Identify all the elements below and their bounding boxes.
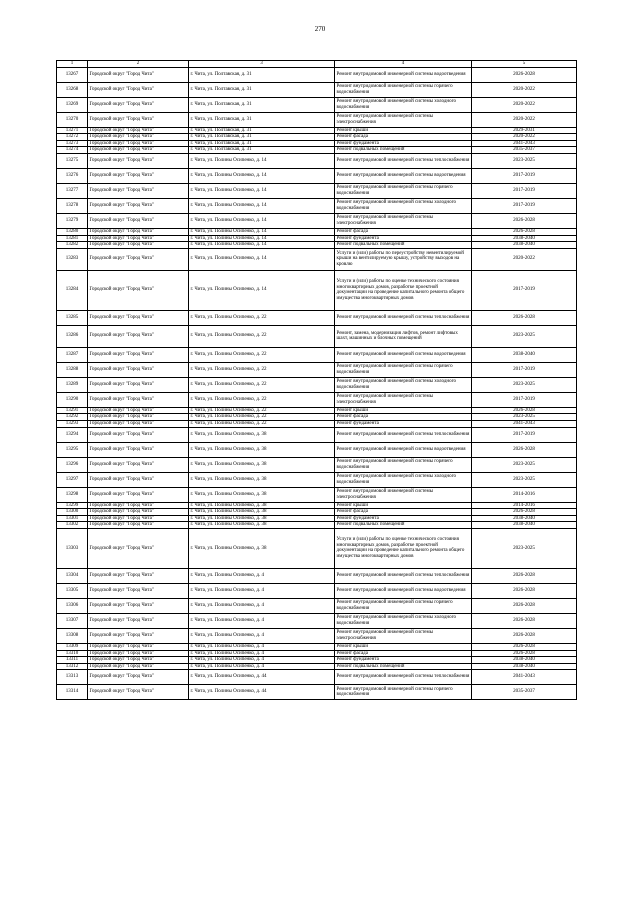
cell-row-number: 13284	[57, 270, 88, 310]
cell-work-type: Ремонт подвальных помещений	[335, 663, 472, 670]
table-row	[57, 568, 577, 583]
cell-work-type: Ремонт фундамента	[335, 515, 472, 522]
cell-period: 2026-2028	[472, 67, 577, 82]
cell-row-number: 13309	[57, 643, 88, 650]
cell-work-type: Ремонт фундамента	[335, 235, 472, 242]
cell-work-type: Ремонт крыши	[335, 643, 472, 650]
cell-work-type: Ремонт фундамента	[335, 420, 472, 427]
cell-municipality: Городской округ "Город Чита"	[88, 643, 189, 650]
cell-address: г. Чита, ул. Полины Осипенко, д. 14	[189, 248, 335, 270]
cell-row-number: 13293	[57, 420, 88, 427]
table-row	[57, 427, 577, 442]
cell-municipality: Городской округ "Город Чита"	[88, 583, 189, 598]
cell-address: г. Чита, ул. Полины Осипенко, д. 22	[189, 414, 335, 421]
cell-municipality: Городской округ "Город Чита"	[88, 134, 189, 141]
cell-municipality: Городской округ "Город Чита"	[88, 153, 189, 168]
cell-municipality: Городской округ "Город Чита"	[88, 515, 189, 522]
cell-work-type: Ремонт внутридомовой инженерной системы теплоснабжения	[335, 670, 472, 685]
cell-work-type: Ремонт внутридомовой инженерной системы электроснабжения	[335, 628, 472, 643]
cell-municipality: Городской округ "Город Чита"	[88, 414, 189, 421]
table-row	[57, 82, 577, 97]
cell-period: 2026-2028	[472, 650, 577, 657]
cell-municipality: Городской округ "Город Чита"	[88, 97, 189, 112]
cell-row-number: 13292	[57, 414, 88, 421]
table-row	[57, 522, 577, 529]
cell-period: 2017-2019	[472, 183, 577, 198]
cell-period: 2023-2025	[472, 472, 577, 487]
table-row	[57, 147, 577, 154]
cell-work-type: Ремонт внутридомовой инженерной системы холодного водоснабжения	[335, 377, 472, 392]
header-cell-3: 3	[189, 61, 335, 68]
cell-period: 2014-2016	[472, 487, 577, 502]
cell-address: г. Чита, ул. Полины Осипенко, д. 14	[189, 198, 335, 213]
cell-work-type: Ремонт внутридомовой инженерной системы электроснабжения	[335, 112, 472, 127]
cell-work-type: Услуги и (или) работы по оценке технического состояния многоквартирных домов, разработке проектной документации на проведение капитального ремонта общего имущества многоквартирных домов	[335, 528, 472, 568]
cell-address: г. Чита, ул. Полины Осипенко, д. 4	[189, 568, 335, 583]
cell-period: 2041-2043	[472, 140, 577, 147]
cell-address: г. Чита, ул. Полтавская, д. 31	[189, 97, 335, 112]
cell-address: г. Чита, ул. Полтавская, д. 31	[189, 127, 335, 134]
cell-municipality: Городской округ "Город Чита"	[88, 347, 189, 362]
cell-municipality: Городской округ "Город Чита"	[88, 657, 189, 664]
cell-address: г. Чита, ул. Полины Осипенко, д. 22	[189, 310, 335, 325]
table-row	[57, 242, 577, 249]
cell-row-number: 13308	[57, 628, 88, 643]
cell-address: г. Чита, ул. Полины Осипенко, д. 38	[189, 457, 335, 472]
table-body	[57, 61, 577, 700]
cell-address: г. Чита, ул. Полины Осипенко, д. 14	[189, 228, 335, 235]
cell-work-type: Ремонт внутридомовой инженерной системы горячего водоснабжения	[335, 457, 472, 472]
cell-address: г. Чита, ул. Полины Осипенко, д. 38	[189, 427, 335, 442]
cell-municipality: Городской округ "Город Чита"	[88, 670, 189, 685]
cell-row-number: 13312	[57, 663, 88, 670]
cell-period: 2017-2019	[472, 168, 577, 183]
table-row	[57, 362, 577, 377]
cell-period: 2038-2040	[472, 242, 577, 249]
cell-address: г. Чита, ул. Полины Осипенко, д. 44	[189, 670, 335, 685]
cell-work-type: Ремонт внутридомовой инженерной системы водоотведения	[335, 442, 472, 457]
table-row	[57, 168, 577, 183]
cell-work-type: Ремонт фасада	[335, 650, 472, 657]
cell-row-number: 13298	[57, 487, 88, 502]
cell-work-type: Ремонт фундамента	[335, 657, 472, 664]
cell-period: 2023-2025	[472, 377, 577, 392]
cell-address: г. Чита, ул. Полины Осипенко, д. 14	[189, 168, 335, 183]
table-row	[57, 134, 577, 141]
header-cell-4: 4	[335, 61, 472, 68]
table-row	[57, 442, 577, 457]
cell-municipality: Городской округ "Город Чита"	[88, 270, 189, 310]
cell-row-number: 13295	[57, 442, 88, 457]
cell-municipality: Городской округ "Город Чита"	[88, 325, 189, 347]
cell-row-number: 13291	[57, 407, 88, 414]
cell-work-type: Ремонт, замена, модернизация лифтов, ремонт лифтовых шахт, машинных и блочных помещений	[335, 325, 472, 347]
table-row	[57, 325, 577, 347]
cell-period: 2026-2028	[472, 442, 577, 457]
cell-municipality: Городской округ "Город Чита"	[88, 228, 189, 235]
table-row	[57, 643, 577, 650]
cell-municipality: Городской округ "Город Чита"	[88, 663, 189, 670]
cell-period: 2020-2022	[472, 134, 577, 141]
cell-municipality: Городской округ "Город Чита"	[88, 310, 189, 325]
cell-municipality: Городской округ "Город Чита"	[88, 112, 189, 127]
cell-row-number: 13313	[57, 670, 88, 685]
cell-period: 2038-2040	[472, 657, 577, 664]
table-row	[57, 310, 577, 325]
table-row	[57, 248, 577, 270]
cell-work-type: Ремонт внутридомовой инженерной системы горячего водоснабжения	[335, 82, 472, 97]
cell-work-type: Ремонт внутридомовой инженерной системы горячего водоснабжения	[335, 362, 472, 377]
cell-work-type: Ремонт внутридомовой инженерной системы горячего водоснабжения	[335, 183, 472, 198]
cell-work-type: Ремонт крыши	[335, 127, 472, 134]
header-cell-1: 1	[57, 61, 88, 68]
cell-period: 2026-2028	[472, 407, 577, 414]
cell-row-number: 13303	[57, 528, 88, 568]
cell-work-type: Ремонт внутридомовой инженерной системы горячего водоснабжения	[335, 598, 472, 613]
cell-municipality: Городской округ "Город Чита"	[88, 522, 189, 529]
cell-address: г. Чита, ул. Полины Осипенко, д. 14	[189, 153, 335, 168]
cell-municipality: Городской округ "Город Чита"	[88, 198, 189, 213]
cell-period: 2035-2037	[472, 147, 577, 154]
cell-period: 2017-2019	[472, 362, 577, 377]
cell-municipality: Городской округ "Город Чита"	[88, 650, 189, 657]
table-row	[57, 183, 577, 198]
cell-row-number: 13268	[57, 82, 88, 97]
table-row	[57, 414, 577, 421]
cell-municipality: Городской округ "Город Чита"	[88, 407, 189, 414]
cell-municipality: Городской округ "Город Чита"	[88, 420, 189, 427]
cell-address: г. Чита, ул. Полтавская, д. 31	[189, 82, 335, 97]
cell-row-number: 13278	[57, 198, 88, 213]
cell-row-number: 13273	[57, 140, 88, 147]
table-row	[57, 127, 577, 134]
cell-work-type: Ремонт внутридомовой инженерной системы водоотведения	[335, 168, 472, 183]
cell-row-number: 13294	[57, 427, 88, 442]
cell-address: г. Чита, ул. Полтавская, д. 31	[189, 147, 335, 154]
cell-work-type: Ремонт внутридомовой инженерной системы теплоснабжения	[335, 153, 472, 168]
header-cell-2: 2	[88, 61, 189, 68]
cell-work-type: Ремонт внутридомовой инженерной системы теплоснабжения	[335, 568, 472, 583]
cell-work-type: Ремонт внутридомовой инженерной системы холодного водоснабжения	[335, 472, 472, 487]
cell-row-number: 13302	[57, 522, 88, 529]
cell-municipality: Городской округ "Город Чита"	[88, 613, 189, 628]
table-row	[57, 377, 577, 392]
table-row	[57, 97, 577, 112]
cell-work-type: Ремонт крыши	[335, 407, 472, 414]
cell-municipality: Городской округ "Город Чита"	[88, 242, 189, 249]
table-row	[57, 153, 577, 168]
cell-address: г. Чита, ул. Полины Осипенко, д. 22	[189, 392, 335, 407]
cell-period: 2026-2028	[472, 613, 577, 628]
cell-row-number: 13275	[57, 153, 88, 168]
cell-address: г. Чита, ул. Полины Осипенко, д. 38	[189, 502, 335, 509]
table-row	[57, 502, 577, 509]
cell-address: г. Чита, ул. Полины Осипенко, д. 38	[189, 487, 335, 502]
cell-row-number: 13285	[57, 310, 88, 325]
cell-work-type: Услуги и (или) работы по переустройству невентилируемой крыши на вентилируемую крышу, устройству выходов на кровлю	[335, 248, 472, 270]
cell-address: г. Чита, ул. Полины Осипенко, д. 4	[189, 583, 335, 598]
cell-row-number: 13311	[57, 657, 88, 664]
table-row	[57, 509, 577, 516]
cell-address: г. Чита, ул. Полины Осипенко, д. 22	[189, 362, 335, 377]
cell-row-number: 13314	[57, 685, 88, 700]
table-row	[57, 198, 577, 213]
cell-row-number: 13301	[57, 515, 88, 522]
table-row	[57, 140, 577, 147]
cell-period: 2023-2025	[472, 457, 577, 472]
cell-period: 2023-2025	[472, 325, 577, 347]
cell-period: 2035-2037	[472, 685, 577, 700]
cell-municipality: Городской округ "Город Чита"	[88, 502, 189, 509]
cell-municipality: Городской округ "Город Чита"	[88, 509, 189, 516]
cell-period: 2017-2019	[472, 198, 577, 213]
table-row	[57, 457, 577, 472]
cell-address: г. Чита, ул. Полины Осипенко, д. 22	[189, 377, 335, 392]
cell-work-type: Ремонт подвальных помещений	[335, 242, 472, 249]
cell-address: г. Чита, ул. Полины Осипенко, д. 38	[189, 522, 335, 529]
cell-period: 2026-2028	[472, 628, 577, 643]
cell-work-type: Ремонт крыши	[335, 502, 472, 509]
cell-work-type: Ремонт внутридомовой инженерной системы водоотведения	[335, 67, 472, 82]
cell-municipality: Городской округ "Город Чита"	[88, 598, 189, 613]
table-row	[57, 67, 577, 82]
cell-address: г. Чита, ул. Полины Осипенко, д. 4	[189, 643, 335, 650]
cell-work-type: Ремонт внутридомовой инженерной системы электроснабжения	[335, 213, 472, 228]
cell-municipality: Городской округ "Город Чита"	[88, 457, 189, 472]
cell-work-type: Ремонт внутридомовой инженерной системы теплоснабжения	[335, 427, 472, 442]
cell-row-number: 13272	[57, 134, 88, 141]
cell-period: 2026-2028	[472, 213, 577, 228]
cell-row-number: 13296	[57, 457, 88, 472]
cell-work-type: Ремонт подвальных помещений	[335, 522, 472, 529]
cell-row-number: 13277	[57, 183, 88, 198]
cell-work-type: Услуги и (или) работы по оценке технического состояния многоквартирных домов, разработке проектной документации на проведение капитального ремонта общего имущества многоквартирных домов	[335, 270, 472, 310]
cell-period: 2041-2043	[472, 420, 577, 427]
table-row	[57, 685, 577, 700]
cell-address: г. Чита, ул. Полины Осипенко, д. 4	[189, 663, 335, 670]
cell-row-number: 13287	[57, 347, 88, 362]
cell-period: 2029-2031	[472, 127, 577, 134]
table-row	[57, 487, 577, 502]
cell-row-number: 13269	[57, 97, 88, 112]
table-row	[57, 420, 577, 427]
cell-period: 2038-2040	[472, 235, 577, 242]
cell-row-number: 13274	[57, 147, 88, 154]
cell-work-type: Ремонт внутридомовой инженерной системы холодного водоснабжения	[335, 97, 472, 112]
cell-municipality: Городской округ "Город Чита"	[88, 685, 189, 700]
repair-schedule-table	[56, 60, 577, 700]
cell-row-number: 13267	[57, 67, 88, 82]
table-header-row	[57, 61, 577, 68]
cell-municipality: Городской округ "Город Чита"	[88, 147, 189, 154]
cell-work-type: Ремонт внутридомовой инженерной системы электроснабжения	[335, 392, 472, 407]
cell-row-number: 13276	[57, 168, 88, 183]
cell-period: 2026-2028	[472, 568, 577, 583]
cell-municipality: Городской округ "Город Чита"	[88, 362, 189, 377]
cell-period: 2026-2028	[472, 598, 577, 613]
cell-municipality: Городской округ "Город Чита"	[88, 472, 189, 487]
cell-row-number: 13270	[57, 112, 88, 127]
cell-period: 2017-2019	[472, 427, 577, 442]
cell-period: 2020-2022	[472, 82, 577, 97]
cell-period: 2026-2028	[472, 509, 577, 516]
table-row	[57, 613, 577, 628]
cell-address: г. Чита, ул. Полины Осипенко, д. 4	[189, 598, 335, 613]
cell-address: г. Чита, ул. Полтавская, д. 31	[189, 67, 335, 82]
cell-municipality: Городской округ "Город Чита"	[88, 67, 189, 82]
table-row	[57, 650, 577, 657]
table-row	[57, 663, 577, 670]
cell-period: 2038-2040	[472, 663, 577, 670]
cell-address: г. Чита, ул. Полины Осипенко, д. 22	[189, 407, 335, 414]
cell-municipality: Городской округ "Город Чита"	[88, 487, 189, 502]
cell-municipality: Городской округ "Город Чита"	[88, 427, 189, 442]
cell-municipality: Городской округ "Город Чита"	[88, 628, 189, 643]
cell-period: 2041-2043	[472, 670, 577, 685]
table-row	[57, 392, 577, 407]
cell-municipality: Городской округ "Город Чита"	[88, 235, 189, 242]
cell-address: г. Чита, ул. Полины Осипенко, д. 22	[189, 325, 335, 347]
page-number: 270	[314, 25, 326, 33]
cell-row-number: 13299	[57, 502, 88, 509]
cell-row-number: 13300	[57, 509, 88, 516]
cell-row-number: 13289	[57, 377, 88, 392]
cell-address: г. Чита, ул. Полины Осипенко, д. 22	[189, 420, 335, 427]
table-row	[57, 515, 577, 522]
cell-address: г. Чита, ул. Полтавская, д. 31	[189, 134, 335, 141]
cell-period: 2023-2025	[472, 153, 577, 168]
cell-period: 2014-2016	[472, 502, 577, 509]
cell-municipality: Городской округ "Город Чита"	[88, 442, 189, 457]
cell-work-type: Ремонт внутридомовой инженерной системы холодного водоснабжения	[335, 613, 472, 628]
table-row	[57, 347, 577, 362]
cell-municipality: Городской округ "Город Чита"	[88, 213, 189, 228]
cell-row-number: 13286	[57, 325, 88, 347]
table-row	[57, 472, 577, 487]
cell-work-type: Ремонт внутридомовой инженерной системы холодного водоснабжения	[335, 198, 472, 213]
cell-period: 2026-2028	[472, 643, 577, 650]
cell-municipality: Городской округ "Город Чита"	[88, 377, 189, 392]
header-cell-5: 5	[472, 61, 577, 68]
cell-period: 2017-2019	[472, 392, 577, 407]
cell-period: 2038-2040	[472, 515, 577, 522]
cell-period: 2023-2025	[472, 414, 577, 421]
cell-period: 2038-2040	[472, 522, 577, 529]
cell-address: г. Чита, ул. Полины Осипенко, д. 38	[189, 472, 335, 487]
cell-row-number: 13282	[57, 242, 88, 249]
cell-municipality: Городской округ "Город Чита"	[88, 140, 189, 147]
cell-row-number: 13279	[57, 213, 88, 228]
cell-period: 2017-2019	[472, 270, 577, 310]
cell-row-number: 13281	[57, 235, 88, 242]
table-row	[57, 235, 577, 242]
cell-municipality: Городской округ "Город Чита"	[88, 183, 189, 198]
cell-municipality: Городской округ "Город Чита"	[88, 248, 189, 270]
table-row	[57, 583, 577, 598]
cell-row-number: 13297	[57, 472, 88, 487]
cell-period: 2023-2025	[472, 528, 577, 568]
table-row	[57, 270, 577, 310]
cell-period: 2026-2028	[472, 583, 577, 598]
cell-row-number: 13306	[57, 598, 88, 613]
cell-period: 2020-2022	[472, 97, 577, 112]
cell-work-type: Ремонт фасада	[335, 509, 472, 516]
cell-address: г. Чита, ул. Полины Осипенко, д. 4	[189, 657, 335, 664]
cell-address: г. Чита, ул. Полины Осипенко, д. 22	[189, 347, 335, 362]
cell-row-number: 13290	[57, 392, 88, 407]
table-row	[57, 213, 577, 228]
cell-work-type: Ремонт фасада	[335, 228, 472, 235]
cell-address: г. Чита, ул. Полины Осипенко, д. 4	[189, 628, 335, 643]
cell-address: г. Чита, ул. Полины Осипенко, д. 44	[189, 685, 335, 700]
cell-period: 2020-2022	[472, 112, 577, 127]
cell-row-number: 13280	[57, 228, 88, 235]
cell-work-type: Ремонт подвальных помещений	[335, 147, 472, 154]
cell-address: г. Чита, ул. Полтавская, д. 31	[189, 140, 335, 147]
cell-work-type: Ремонт внутридомовой инженерной системы водоотведения	[335, 347, 472, 362]
table-row	[57, 528, 577, 568]
table-row	[57, 628, 577, 643]
table-row	[57, 670, 577, 685]
cell-row-number: 13283	[57, 248, 88, 270]
cell-address: г. Чита, ул. Полины Осипенко, д. 14	[189, 242, 335, 249]
cell-address: г. Чита, ул. Полины Осипенко, д. 4	[189, 650, 335, 657]
cell-municipality: Городской округ "Город Чита"	[88, 127, 189, 134]
cell-municipality: Городской округ "Город Чита"	[88, 528, 189, 568]
cell-municipality: Городской округ "Город Чита"	[88, 168, 189, 183]
cell-municipality: Городской округ "Город Чита"	[88, 392, 189, 407]
cell-period: 2026-2028	[472, 228, 577, 235]
cell-work-type: Ремонт фундамента	[335, 140, 472, 147]
cell-address: г. Чита, ул. Полины Осипенко, д. 38	[189, 509, 335, 516]
cell-period: 2038-2040	[472, 347, 577, 362]
cell-row-number: 13288	[57, 362, 88, 377]
table-row	[57, 407, 577, 414]
cell-work-type: Ремонт фасада	[335, 414, 472, 421]
cell-row-number: 13310	[57, 650, 88, 657]
cell-address: г. Чита, ул. Полины Осипенко, д. 4	[189, 613, 335, 628]
cell-row-number: 13304	[57, 568, 88, 583]
cell-work-type: Ремонт фасада	[335, 134, 472, 141]
cell-address: г. Чита, ул. Полины Осипенко, д. 14	[189, 270, 335, 310]
cell-municipality: Городской округ "Город Чита"	[88, 568, 189, 583]
cell-work-type: Ремонт внутридомовой инженерной системы водоотведения	[335, 583, 472, 598]
cell-row-number: 13305	[57, 583, 88, 598]
cell-row-number: 13307	[57, 613, 88, 628]
cell-work-type: Ремонт внутридомовой инженерной системы электроснабжения	[335, 487, 472, 502]
cell-row-number: 13271	[57, 127, 88, 134]
table-row	[57, 228, 577, 235]
cell-period: 2020-2022	[472, 248, 577, 270]
table-row	[57, 657, 577, 664]
cell-address: г. Чита, ул. Полтавская, д. 31	[189, 112, 335, 127]
cell-address: г. Чита, ул. Полины Осипенко, д. 38	[189, 442, 335, 457]
cell-address: г. Чита, ул. Полины Осипенко, д. 38	[189, 528, 335, 568]
cell-address: г. Чита, ул. Полины Осипенко, д. 14	[189, 213, 335, 228]
table-row	[57, 598, 577, 613]
cell-period: 2026-2028	[472, 310, 577, 325]
cell-work-type: Ремонт внутридомовой инженерной системы горячего водоснабжения	[335, 685, 472, 700]
table-row	[57, 112, 577, 127]
cell-work-type: Ремонт внутридомовой инженерной системы теплоснабжения	[335, 310, 472, 325]
cell-municipality: Городской округ "Город Чита"	[88, 82, 189, 97]
cell-address: г. Чита, ул. Полины Осипенко, д. 14	[189, 183, 335, 198]
cell-address: г. Чита, ул. Полины Осипенко, д. 14	[189, 235, 335, 242]
cell-address: г. Чита, ул. Полины Осипенко, д. 38	[189, 515, 335, 522]
